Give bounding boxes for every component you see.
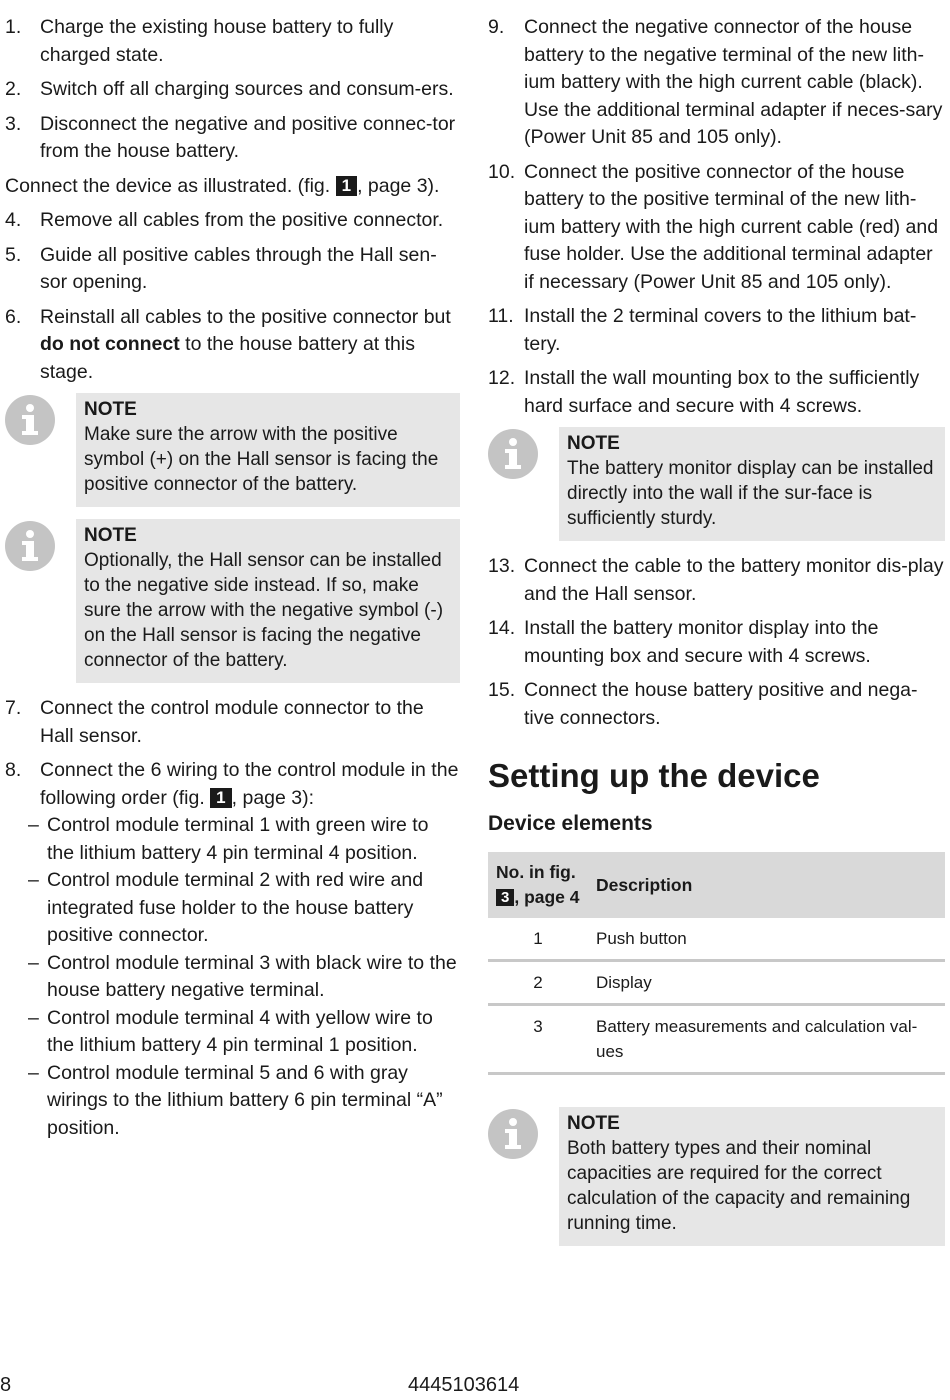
info-icon	[488, 429, 538, 479]
dash-marker: –	[28, 951, 39, 974]
cell-description: Display	[588, 961, 945, 1005]
list-item	[28, 812, 460, 867]
list-item	[28, 867, 460, 950]
column-header-description: Description	[588, 852, 945, 918]
connect-text-before: Connect the device as illustrated. (fig.	[5, 174, 331, 197]
step-text: Connect the 6 wiring to the control module in the following order (fig.	[40, 759, 459, 809]
note-block	[488, 1107, 945, 1246]
note-box	[559, 1107, 945, 1246]
header-text: No. in fig.	[496, 862, 576, 882]
list-item-text: Control module terminal 1 with green wire to the lithium battery 4 pin terminal 4 position.	[47, 814, 429, 864]
step-number: 13.	[488, 555, 516, 577]
step-item	[5, 757, 460, 1142]
step-text: Remove all cables from the positive connector.	[40, 209, 444, 231]
list-item-text: Control module terminal 5 and 6 with gray wirings to the lithium battery 6 pin terminal “A” position.	[47, 1061, 443, 1139]
figure-reference: 1	[210, 788, 231, 808]
step-item	[488, 365, 945, 420]
step-number: 11.	[488, 305, 514, 327]
steps-list-13-15	[488, 553, 945, 732]
step-item	[5, 207, 460, 235]
info-icon	[5, 521, 55, 571]
note-box	[559, 427, 945, 541]
connect-instruction	[5, 173, 460, 201]
note-block	[5, 393, 460, 507]
step-number: 1.	[5, 16, 22, 38]
step-number: 5.	[5, 243, 22, 266]
section-title: Setting up the device	[488, 757, 820, 794]
note-title: NOTE	[567, 433, 620, 454]
cell-number: 2	[488, 961, 588, 1005]
right-column	[488, 14, 945, 1258]
note-box	[76, 393, 460, 507]
step-text: Install the wall mounting box to the sufficiently hard surface and secure with 4 screws.	[524, 367, 920, 417]
step-number: 14.	[488, 617, 516, 639]
cell-number: 3	[488, 1005, 588, 1074]
note-title: NOTE	[84, 399, 137, 420]
step-item	[5, 14, 460, 69]
step-text: Reinstall all cables to the positive connector but	[40, 305, 451, 328]
list-item-text: Control module terminal 2 with red wire and integrated fuse holder to the house battery positive connector.	[47, 869, 424, 946]
step-emphasis: do not connect	[40, 333, 180, 355]
left-column	[5, 14, 460, 1149]
connect-text-after: , page 3).	[357, 174, 440, 197]
step-item	[488, 615, 945, 670]
list-item	[28, 1060, 460, 1143]
steps-list-1-3	[5, 14, 460, 166]
steps-list-4-6	[5, 207, 460, 386]
device-elements-table	[488, 852, 945, 1075]
step-text: Connect the house battery positive and nega-tive connectors.	[524, 679, 918, 729]
step-text: Connect the negative connector of the house battery to the negative terminal of the new lith-ium battery with the high current cable (black). Use the additional terminal adapter if neces-sary (Power Unit 85 and 105 only).	[524, 16, 943, 148]
dash-marker: –	[28, 1061, 39, 1084]
step-text: Switch off all charging sources and consum-ers.	[40, 78, 454, 100]
step-number: 2.	[5, 78, 22, 100]
list-item-text: Control module terminal 3 with black wire to the house battery negative terminal.	[47, 951, 457, 1001]
step-number: 8.	[5, 759, 22, 781]
info-icon	[488, 1109, 538, 1159]
step-text: Install the battery monitor display into the mounting box and secure with 4 screws.	[524, 617, 879, 667]
step-text: Install the 2 terminal covers to the lithium bat-tery.	[524, 305, 917, 355]
dash-marker: –	[28, 814, 39, 836]
note-block	[5, 519, 460, 683]
step-number: 4.	[5, 209, 22, 231]
step-text: Charge the existing house battery to fully charged state.	[40, 16, 394, 66]
step-text: , page 3):	[231, 786, 315, 809]
table-header-row	[488, 852, 945, 918]
table-row	[488, 1005, 945, 1074]
note-text: Optionally, the Hall sensor can be installed to the negative side instead. If so, make sure the arrow with the negative symbol (-) on the Hall sensor is facing the negative connector of the battery.	[84, 550, 444, 671]
step-item	[5, 242, 460, 297]
dash-marker: –	[28, 869, 39, 891]
step-item	[5, 304, 460, 387]
wiring-sublist	[28, 812, 460, 1142]
steps-list-7-8	[5, 695, 460, 1142]
step-item	[488, 553, 945, 608]
list-item	[28, 950, 460, 1005]
step-number: 10.	[488, 160, 516, 183]
list-item	[28, 1005, 460, 1060]
cell-description: Push button	[588, 918, 945, 961]
step-number: 9.	[488, 16, 505, 38]
step-text: Disconnect the negative and positive connec-tor from the house battery.	[40, 112, 456, 162]
step-item	[5, 695, 460, 750]
note-text: The battery monitor display can be installed directly into the wall if the sur-face is sufficiently sturdy.	[567, 458, 934, 529]
page-number: 8	[0, 1374, 12, 1396]
step-item	[488, 159, 945, 297]
step-item	[5, 76, 460, 104]
step-number: 7.	[5, 697, 22, 719]
note-title: NOTE	[84, 525, 137, 546]
note-text: Make sure the arrow with the positive symbol (+) on the Hall sensor is facing the positive connector of the battery.	[84, 424, 439, 495]
list-item-text: Control module terminal 4 with yellow wire to the lithium battery 4 pin terminal 1 position.	[47, 1006, 433, 1056]
cell-description: Battery measurements and calculation val-ues	[588, 1005, 945, 1074]
step-item	[488, 303, 945, 358]
step-number: 12.	[488, 367, 516, 389]
step-text: to the house battery at this stage.	[40, 333, 415, 383]
figure-reference: 1	[336, 176, 357, 196]
figure-reference: 3	[496, 889, 514, 906]
subsection-title: Device elements	[488, 812, 653, 835]
column-header-number	[488, 852, 588, 918]
note-text: Both battery types and their nominal capacities are required for the correct calculation of the capacity and remaining running time.	[567, 1138, 911, 1234]
cell-number: 1	[488, 918, 588, 961]
step-text: Connect the control module connector to the Hall sensor.	[40, 697, 424, 747]
step-item	[5, 111, 460, 166]
dash-marker: –	[28, 1006, 39, 1029]
table-row	[488, 961, 945, 1005]
document-id: 4445103614	[408, 1374, 520, 1396]
step-text: Connect the positive connector of the house battery to the positive terminal of the new lith-ium battery with the high current cable (red) and fuse holder. Use the additional terminal adapter if necessary (Power Unit 85 and 105 only).	[524, 160, 939, 293]
step-number: 15.	[488, 679, 516, 701]
step-item	[488, 677, 945, 732]
note-box	[76, 519, 460, 683]
info-icon	[5, 395, 55, 445]
header-text: , page 4	[514, 887, 580, 907]
step-number: 6.	[5, 305, 22, 328]
steps-list-9-12	[488, 14, 945, 420]
step-item	[488, 14, 945, 152]
table-row	[488, 918, 945, 961]
note-title: NOTE	[567, 1113, 620, 1134]
step-number: 3.	[5, 112, 22, 135]
step-text: Connect the cable to the battery monitor dis-play and the Hall sensor.	[524, 555, 944, 605]
step-text: Guide all positive cables through the Hall sen-sor opening.	[40, 243, 437, 293]
note-block	[488, 427, 945, 541]
